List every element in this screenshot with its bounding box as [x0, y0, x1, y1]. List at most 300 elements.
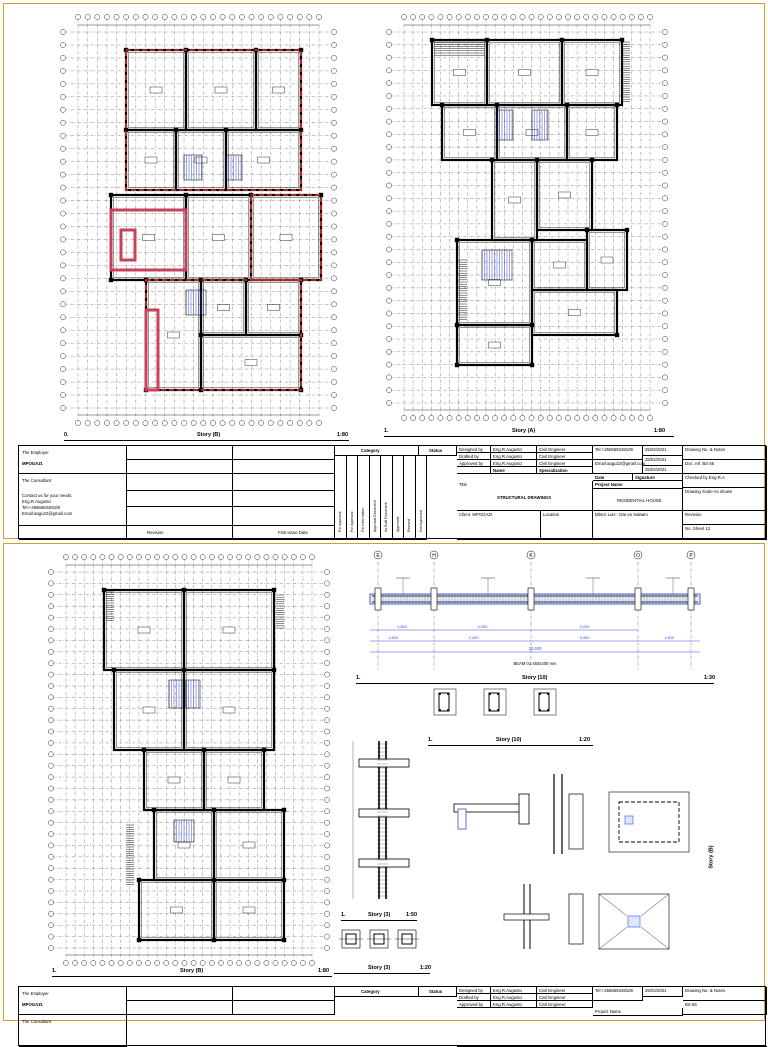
grid-bubble	[60, 107, 65, 112]
grid-bubble	[191, 554, 196, 559]
drawing-title: STRUCTURAL DRAWINGS	[497, 495, 552, 500]
grid-bubble	[324, 649, 329, 654]
grid-bubble	[331, 55, 336, 60]
status-label: Status	[429, 989, 443, 994]
person-role-text: Designed by	[459, 988, 483, 993]
grid-bubble	[75, 420, 80, 425]
grid-bubble	[255, 960, 260, 965]
status-header	[419, 987, 457, 997]
grid-bubble	[264, 554, 269, 559]
grid-bubble	[48, 661, 53, 666]
grid-bubble	[662, 42, 667, 47]
grid-bubble	[386, 81, 391, 86]
tb-empty	[127, 507, 233, 526]
consultant-label: The Consultant	[22, 1019, 52, 1024]
slab-tag	[145, 157, 157, 163]
column	[430, 38, 434, 42]
tb-empty	[233, 460, 335, 474]
grid-bubble	[662, 272, 667, 277]
column	[182, 668, 186, 672]
grid-bubble	[331, 302, 336, 307]
grid-bubble	[127, 960, 132, 965]
grid-bubble	[386, 221, 391, 226]
grid-bubble	[584, 14, 589, 19]
slab-tag	[454, 70, 466, 76]
slab-band	[359, 859, 409, 867]
drawing-no-text: Drawing No. & Notes	[685, 988, 726, 993]
grid-bubble	[63, 554, 68, 559]
grid-bubble	[48, 695, 53, 700]
tb-empty	[127, 446, 233, 460]
slab-tag	[586, 130, 598, 136]
category-text: For Approval	[338, 511, 342, 532]
grid-bubble	[324, 604, 329, 609]
grid-bubble	[331, 379, 336, 384]
grid-bubble	[493, 14, 498, 19]
grid-bubble	[173, 554, 178, 559]
drawing-no	[683, 446, 767, 460]
grid-bubble	[474, 415, 479, 420]
support	[688, 588, 694, 610]
plan-b2-scale: 1:80	[318, 968, 330, 974]
grid-bubble	[239, 14, 244, 19]
grid-bubble	[324, 831, 329, 836]
category-text: For Information	[361, 507, 365, 532]
tb-empty	[233, 987, 335, 1001]
grid-bubble	[91, 960, 96, 965]
grid-bubble	[60, 379, 65, 384]
tb-empty	[233, 1001, 335, 1015]
grid-bubble	[246, 960, 251, 965]
grid-bubble	[95, 14, 100, 19]
grid-bubble	[48, 809, 53, 814]
grid-bubble	[307, 14, 312, 19]
grid-bubble	[307, 420, 312, 425]
grid-bubble	[200, 960, 205, 965]
dim-text: 1,800	[396, 624, 408, 629]
grid-bubble	[60, 133, 65, 138]
category-label: Category	[361, 989, 380, 994]
grid-bubble	[386, 362, 391, 367]
doc-ref-text: Doc. ref. BS 65	[685, 461, 715, 466]
footing-plan	[609, 792, 689, 852]
grid-bubble	[386, 209, 391, 214]
grid-bubble	[246, 554, 251, 559]
contact-tel	[593, 987, 643, 1001]
grid-bubble	[324, 888, 329, 893]
slab-tag	[168, 777, 180, 783]
grid-bubble	[386, 132, 391, 137]
beam-body	[370, 594, 700, 604]
column	[202, 748, 206, 752]
person-spec-text: Civil Engineer	[539, 1002, 566, 1007]
grid-bubble	[331, 42, 336, 47]
grid-bubble	[278, 420, 283, 425]
grid-bubble	[331, 276, 336, 281]
detail-4-underline	[334, 973, 430, 974]
grid-bubble	[420, 14, 425, 19]
grid-bubble	[220, 420, 225, 425]
grid-bubble	[230, 420, 235, 425]
support	[528, 588, 534, 610]
column	[272, 588, 276, 592]
grid-bubble	[620, 14, 625, 19]
sheet-no-text: No. Sheet 12	[685, 526, 711, 531]
info-panel	[457, 987, 767, 1047]
grid-bubble	[60, 302, 65, 307]
grid-bubble	[73, 960, 78, 965]
grid-bubble	[386, 349, 391, 354]
grid-bubble	[60, 341, 65, 346]
sheet-no	[683, 525, 767, 540]
stair-hatch	[482, 250, 512, 280]
column-section	[519, 794, 529, 824]
grid-bubble	[60, 55, 65, 60]
grid-bubble	[48, 866, 53, 871]
grid-bubble	[181, 14, 186, 19]
grid-bubble	[133, 420, 138, 425]
grid-bubble	[662, 221, 667, 226]
grid-bubble	[575, 415, 580, 420]
pink-wall	[146, 310, 158, 390]
detail-2-underline	[428, 745, 593, 746]
stair-outline	[169, 680, 183, 708]
person-spec-text: Civil Engineer	[539, 995, 566, 1000]
detail-2-scale: 1:20	[579, 737, 591, 743]
rebar-dot	[489, 693, 491, 695]
grid-bubble	[60, 42, 65, 47]
grid-bubble	[324, 740, 329, 745]
grid-bubble	[153, 14, 158, 19]
column	[152, 808, 156, 812]
grid-bubble	[60, 211, 65, 216]
dim-text: 4,200	[477, 624, 488, 629]
grid-bubble	[662, 29, 667, 34]
drawing-no	[683, 987, 767, 1001]
grid-bubble	[133, 14, 138, 19]
grid-bubble	[386, 68, 391, 73]
person-role	[457, 460, 491, 467]
person-spec	[537, 453, 593, 460]
revision-cell	[127, 526, 233, 540]
slab-band	[359, 809, 409, 817]
grid-bubble	[331, 81, 336, 86]
grid-bubble	[268, 420, 273, 425]
rebar-dot	[547, 709, 549, 711]
grid-bubble	[483, 14, 488, 19]
grid-bubble	[48, 797, 53, 802]
dim-text: 1,800	[387, 635, 399, 640]
grid-bubble	[529, 14, 534, 19]
column-sections-svg	[336, 924, 426, 954]
info-panel	[457, 446, 767, 540]
person-name	[491, 994, 537, 1001]
project-header	[593, 1008, 683, 1016]
grid-bubble	[662, 298, 667, 303]
grid-bubble	[662, 196, 667, 201]
grid-bubble	[309, 554, 314, 559]
grid-bubble	[662, 170, 667, 175]
grid-bubble	[191, 420, 196, 425]
signature-header	[633, 474, 683, 481]
column	[109, 193, 113, 197]
plan-a-underline	[384, 436, 674, 437]
tb-empty	[19, 526, 127, 540]
grid-bubble	[118, 960, 123, 965]
contact-email-text: Email:aagu22@gmail.com	[595, 461, 646, 466]
grid-bubble	[48, 786, 53, 791]
grid-bubble	[331, 133, 336, 138]
status-label: Status	[429, 448, 443, 453]
grid-bubble	[662, 145, 667, 150]
support	[431, 588, 437, 610]
consultant-cell	[19, 1015, 127, 1047]
footing-details	[444, 754, 704, 954]
column	[112, 668, 116, 672]
grid-bubble	[60, 159, 65, 164]
stair-hatch	[186, 680, 200, 708]
detail-2-title: Story (10)	[496, 737, 522, 743]
grid-bubble	[109, 554, 114, 559]
person-spec	[537, 467, 593, 474]
grid-bubble	[593, 14, 598, 19]
grid-bubble	[386, 183, 391, 188]
column	[560, 38, 564, 42]
grid-bubble	[662, 362, 667, 367]
location-cell-text: Location	[543, 512, 560, 517]
grid-bubble	[145, 960, 150, 965]
grid-bubble	[629, 14, 634, 19]
grid-bubble	[255, 554, 260, 559]
detail-3-scale: 1:50	[406, 912, 418, 918]
plan-b2-underline	[52, 976, 332, 977]
person-role-text: Approved by	[459, 461, 484, 466]
person-spec	[537, 987, 593, 994]
grid-bubble	[331, 146, 336, 151]
person-spec	[537, 460, 593, 467]
contact-line-1: Contact us for your needs:	[22, 493, 73, 498]
person-spec-text: Civil Engineer	[539, 988, 566, 993]
column	[530, 363, 534, 367]
grid-bubble	[324, 774, 329, 779]
signature-header-text: Signature	[635, 475, 655, 480]
location-value	[593, 511, 683, 540]
person-name	[491, 1001, 537, 1008]
contact-tel-text: Tel:+255669348109	[595, 988, 633, 993]
grid-bubble	[48, 740, 53, 745]
category-column	[393, 456, 405, 540]
slab-tag	[489, 342, 501, 348]
category-text: As Built Document	[384, 502, 388, 532]
person-name	[491, 460, 537, 467]
grid-bubble	[411, 14, 416, 19]
issue-date	[643, 456, 683, 466]
grid-bubble	[60, 392, 65, 397]
grid-bubble	[104, 14, 109, 19]
grid-bubble	[173, 960, 178, 965]
detail-2-number: 1.	[428, 737, 433, 743]
grid-bubble	[48, 752, 53, 757]
grid-bubble	[647, 14, 652, 19]
grid-bubble	[386, 170, 391, 175]
grid-bubble	[565, 14, 570, 19]
grid-bubble	[662, 247, 667, 252]
tb-empty	[127, 1001, 233, 1015]
column	[102, 588, 106, 592]
grid-bubble	[48, 900, 53, 905]
grid-bubble	[386, 400, 391, 405]
column	[184, 193, 188, 197]
grid-bubble	[662, 285, 667, 290]
employer-label: The Employer	[22, 991, 49, 996]
detail-5-title: Story (B)	[708, 845, 715, 869]
title-cell-text: Title	[459, 482, 467, 487]
column	[535, 158, 539, 162]
grid-bubble	[201, 14, 206, 19]
grid-bubble	[136, 960, 141, 965]
category-header	[335, 987, 419, 997]
grid-bubble	[162, 14, 167, 19]
contact-email	[593, 460, 646, 474]
grid-bubble	[259, 420, 264, 425]
grid-bubble	[73, 554, 78, 559]
slab-tag	[215, 87, 227, 93]
grid-bubble	[60, 315, 65, 320]
grid-bubble	[647, 415, 652, 420]
grid-bubble	[324, 569, 329, 574]
beam-label: BEAM 01 450x200 mm	[513, 661, 557, 666]
footing-column	[628, 916, 640, 927]
grid-bubble	[386, 119, 391, 124]
slab-tag	[569, 310, 581, 316]
grid-bubble	[60, 198, 65, 203]
grid-bubble	[386, 298, 391, 303]
grid-bubble	[182, 554, 187, 559]
rebar-dot	[539, 693, 541, 695]
grid-bubble	[420, 415, 425, 420]
grid-bubble	[401, 415, 406, 420]
grid-bubble	[662, 183, 667, 188]
column	[282, 808, 286, 812]
location-cell	[541, 511, 593, 540]
grid-bubble	[182, 960, 187, 965]
column	[262, 748, 266, 752]
grid-bubble	[547, 14, 552, 19]
grid-bubble	[91, 554, 96, 559]
slab-tag	[559, 192, 571, 198]
grid-bubble	[331, 250, 336, 255]
grid-bubble	[662, 260, 667, 265]
grid-bubble	[164, 960, 169, 965]
grid-bubble	[48, 592, 53, 597]
checked-by-text: Checked by Eng.R.A	[685, 475, 725, 480]
column	[585, 228, 589, 232]
detail-1-number: 1.	[356, 675, 361, 681]
column	[212, 878, 216, 882]
grid-bubble	[259, 14, 264, 19]
grid-bubble	[114, 14, 119, 19]
consultant-cell	[19, 474, 127, 526]
grid-bubble	[662, 311, 667, 316]
column	[109, 278, 113, 282]
slab-band	[359, 759, 409, 767]
slab-tag	[171, 907, 183, 913]
column	[530, 323, 534, 327]
column	[182, 588, 186, 592]
issue-date-text: 25/02/2021	[645, 467, 667, 472]
grid-bubble	[511, 415, 516, 420]
grid-bubble	[386, 145, 391, 150]
category-column	[358, 456, 370, 540]
plan-a-scale: 1:80	[654, 428, 666, 434]
grid-bubble	[200, 554, 205, 559]
column	[282, 878, 286, 882]
first-issue-cell	[233, 526, 335, 540]
title-block-1	[18, 445, 766, 539]
plan-b-number: 0.	[64, 432, 69, 438]
consultant-label: The Consultant	[22, 478, 52, 483]
contact-tel	[593, 446, 643, 460]
column	[224, 128, 228, 132]
grid-bubble	[493, 415, 498, 420]
grid-bubble	[218, 960, 223, 965]
grid-bubble	[386, 311, 391, 316]
project-header-text: Project Name	[595, 482, 623, 487]
grid-bubble	[386, 93, 391, 98]
slab-tag	[213, 235, 225, 241]
plan-a-title: Story (A)	[512, 428, 536, 434]
grid-bubble	[282, 554, 287, 559]
grid-bubble	[191, 14, 196, 19]
footing-pad	[569, 894, 583, 944]
column	[174, 128, 178, 132]
grid-bubble	[386, 234, 391, 239]
grid-bubble	[209, 960, 214, 965]
grid-bubble	[386, 324, 391, 329]
doc-ref-text: BS 65	[685, 1002, 697, 1007]
grid-bubble	[324, 809, 329, 814]
grid-bubble	[172, 14, 177, 19]
person-name-text: Eng.R.Augusto	[493, 1002, 522, 1007]
stair-outline	[186, 680, 200, 708]
grid-bubble	[386, 388, 391, 393]
grid-bubble	[316, 420, 321, 425]
grid-bubble	[386, 196, 391, 201]
detail-3-underline	[341, 920, 417, 921]
slab-tag	[509, 197, 521, 203]
grid-bubble	[386, 106, 391, 111]
tb-empty	[233, 507, 335, 526]
beam-detail-svg	[356, 548, 716, 688]
category-text: For Approval	[349, 511, 354, 532]
grid-bubble	[331, 107, 336, 112]
grid-bubble	[411, 415, 416, 420]
person-role-text: Designed by	[459, 447, 483, 452]
grid-bubble	[127, 554, 132, 559]
grid-bubble	[143, 420, 148, 425]
person-name	[491, 467, 537, 474]
issue-date	[643, 446, 683, 456]
grid-bubble	[547, 415, 552, 420]
grid-bubble	[324, 661, 329, 666]
grid-bubble	[143, 14, 148, 19]
grid-bubble	[331, 68, 336, 73]
column	[490, 158, 494, 162]
grid-bubble	[331, 328, 336, 333]
grid-bubble	[465, 14, 470, 19]
person-name	[491, 987, 537, 994]
project-name: RESIDENTIAL HOUSE	[617, 498, 662, 503]
